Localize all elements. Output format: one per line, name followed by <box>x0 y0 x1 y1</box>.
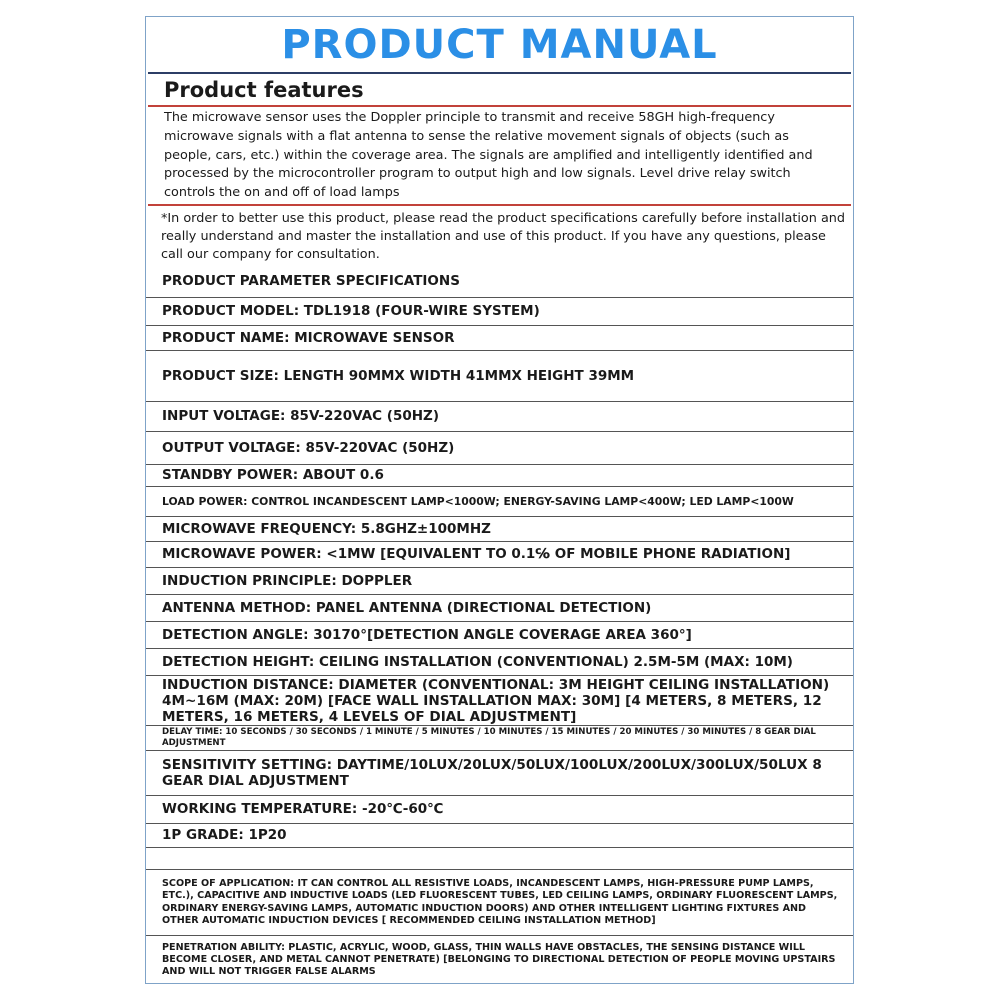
spec-row: MICROWAVE POWER: <1MW [EQUIVALENT TO 0.1℅ OF MOBILE PHONE RADIATION] <box>146 542 853 568</box>
spec-row: PENETRATION ABILITY: PLASTIC, ACRYLIC, WOOD, GLASS, THIN WALLS HAVE OBSTACLES, THE SENSING DISTANCE WILL BECOME CLOSER, AND METAL CANNOT PENETRATE) [BELONGING TO DIRECTIONAL DETECTION OF PEOPLE MOVING UPSTAIRS AND WILL NOT TRIGGER FALSE ALARMS <box>162 941 836 978</box>
spec-row: MICROWAVE FREQUENCY: 5.8GHZ±100MHZ <box>146 517 853 542</box>
spec-row: SCOPE OF APPLICATION: IT CAN CONTROL ALL RESISTIVE LOADS, INCANDESCENT LAMPS, HIGH-PRESSURE PUMP LAMPS, ETC.), CAPACITIVE AND INDUCTIVE LOADS (LED FLUORESCENT TUBES, LED CEILING LAMPS, ORDINARY FLUORESCENT LAMPS, ORDINARY ENERGY-SAVING LAMPS, AUTOMATIC INDUCTION DOORS) AND OTHER INTELLIGENT LIGHTING FIXTURES AND OTHER AUTOMATIC INDUCTION DEVICES [ RECOMMENDED CEILING INSTALLATION METHOD] <box>146 870 853 936</box>
note-paragraph: *In order to better use this product, please read the product specifications carefully before installation and really understand and master the installation and use of this product. If you have any questions, please call our company for consultation. <box>161 211 846 262</box>
spec-row: PRODUCT SIZE: LENGTH 90MMX WIDTH 41MMX HEIGHT 39MM <box>146 351 853 402</box>
spec-row: INDUCTION PRINCIPLE: DOPPLER <box>146 568 853 595</box>
title-divider <box>148 72 851 74</box>
intro-paragraph: The microwave sensor uses the Doppler principle to transmit and receive 58GH high-frequency microwave signals with a flat antenna to sense the relative movement signals of objects (such as people, cars, etc.) within the coverage area. The signals are amplified and intelligently identified and processed by the microcontroller program to output high and low signals. Level drive relay switch controls the on and off of load lamps <box>164 110 813 201</box>
spec-row: ANTENNA METHOD: PANEL ANTENNA (DIRECTIONAL DETECTION) <box>146 595 853 622</box>
spec-row: INDUCTION DISTANCE: DIAMETER (CONVENTIONAL: 3M HEIGHT CEILING INSTALLATION) 4M~16M (MAX: 20M) [FACE WALL INSTALLATION MAX: 30M] [4 METERS, 8 METERS, 12 METERS, 16 METERS, 4 LEVELS OF DIAL ADJUSTMENT] <box>146 676 853 726</box>
spec-row: WORKING TEMPERATURE: -20℃-60℃ <box>146 796 853 824</box>
spec-row: PRODUCT NAME: MICROWAVE SENSOR <box>146 326 853 351</box>
spec-row: PRODUCT PARAMETER SPECIFICATIONS <box>146 266 853 298</box>
spec-row: DELAY TIME: 10 SECONDS / 30 SECONDS / 1 MINUTE / 5 MINUTES / 10 MINUTES / 15 MINUTES / 20 MINUTES / 30 MINUTES / 8 GEAR DIAL ADJUSTMENT <box>146 726 853 751</box>
manual-page <box>145 16 854 984</box>
spec-row: PRODUCT MODEL: TDL1918 (FOUR-WIRE SYSTEM) <box>146 298 853 326</box>
spec-row: INPUT VOLTAGE: 85V-220VAC (50HZ) <box>146 402 853 432</box>
spec-row <box>146 848 853 870</box>
spec-row: OUTPUT VOLTAGE: 85V-220VAC (50HZ) <box>146 432 853 465</box>
page-title: PRODUCT MANUAL <box>281 22 718 68</box>
section-title: Product features <box>164 78 364 102</box>
spec-row: 1P GRADE: 1P20 <box>146 824 853 848</box>
spec-row: LOAD POWER: CONTROL INCANDESCENT LAMP<1000W; ENERGY-SAVING LAMP<400W; LED LAMP<100W <box>146 487 853 517</box>
intro-divider <box>148 204 851 206</box>
spec-row: STANDBY POWER: ABOUT 0.6 <box>146 465 853 487</box>
section-divider <box>148 105 851 107</box>
spec-row: DETECTION ANGLE: 30170°[DETECTION ANGLE COVERAGE AREA 360°] <box>146 622 853 649</box>
spec-row: SENSITIVITY SETTING: DAYTIME/10LUX/20LUX/50LUX/100LUX/200LUX/300LUX/50LUX 8 GEAR DIAL ADJUSTMENT <box>146 751 853 796</box>
spec-row: DETECTION HEIGHT: CEILING INSTALLATION (CONVENTIONAL) 2.5M-5M (MAX: 10M) <box>146 649 853 676</box>
